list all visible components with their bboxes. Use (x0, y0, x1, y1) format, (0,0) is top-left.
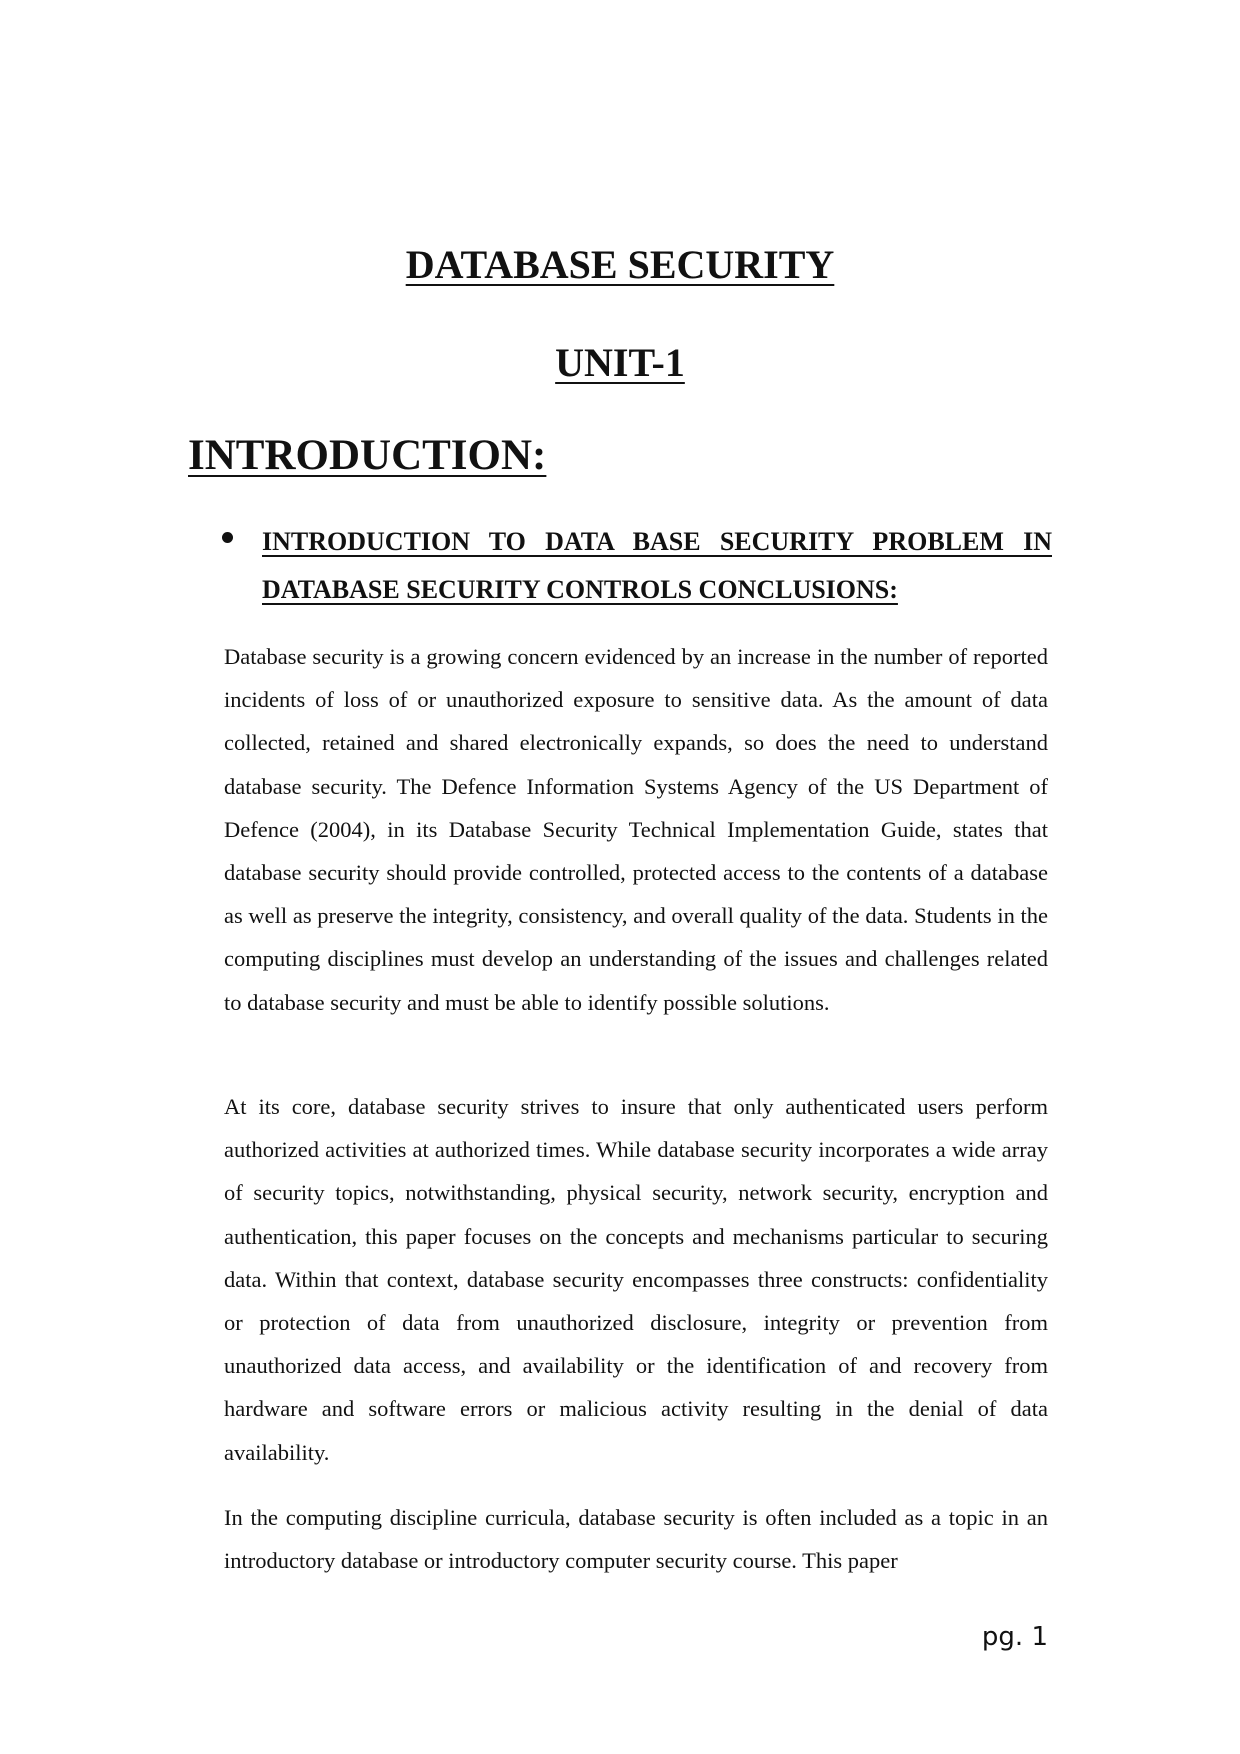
bullet-heading-item (222, 518, 1052, 614)
unit-title (0, 336, 1240, 390)
body-paragraph-1: Database security is a growing concern evidenced by an increase in the number of reported incidents of loss of or unauthorized exposure to sensitive data. As the amount of data collected, retained and shared electronically expands, so does the need to understand database security. The Defence Information Systems Agency of the US Department of Defence (2004), in its Database Security Technical Implementation Guide, states that database security should provide controlled, protected access to the contents of a database as well as preserve the integrity, consistency, and overall quality of the data. Students in the computing disciplines must develop an understanding of the issues and challenges related to database security and must be able to identify possible solutions. (224, 644, 1048, 1015)
document-title (0, 238, 1240, 292)
body-paragraph-2: At its core, database security strives to insure that only authenticated users perform authorized activities at authorized times. While database security incorporates a wide array of security topics, notwithstanding, physical security, network security, encryption and authentication, this paper focuses on the concepts and mechanisms particular to securing data. Within that context, database security encompasses three constructs: confidentiality or protection of data from unauthorized disclosure, integrity or prevention from unauthorized data access, and availability or the identification of and recovery from hardware and software errors or malicious activity resulting in the denial of data availability. (224, 1094, 1048, 1465)
section-heading (188, 428, 546, 484)
page-number: pg. 1 (981, 1622, 1048, 1652)
document-title-text: DATABASE SECURITY (405, 242, 835, 287)
body-paragraph-3: In the computing discipline curricula, database security is often included as a topic in an introductory database or introductory computer security course. This paper (224, 1505, 1048, 1574)
bullet-icon (222, 532, 233, 543)
section-heading-text: INTRODUCTION: (188, 432, 547, 479)
bullet-heading-text: INTRODUCTION TO DATA BASE SECURITY PROBLEM IN DATABASE SECURITY CONTROLS CONCLUSIONS: (262, 527, 1052, 604)
unit-title-text: UNIT-1 (555, 340, 685, 385)
